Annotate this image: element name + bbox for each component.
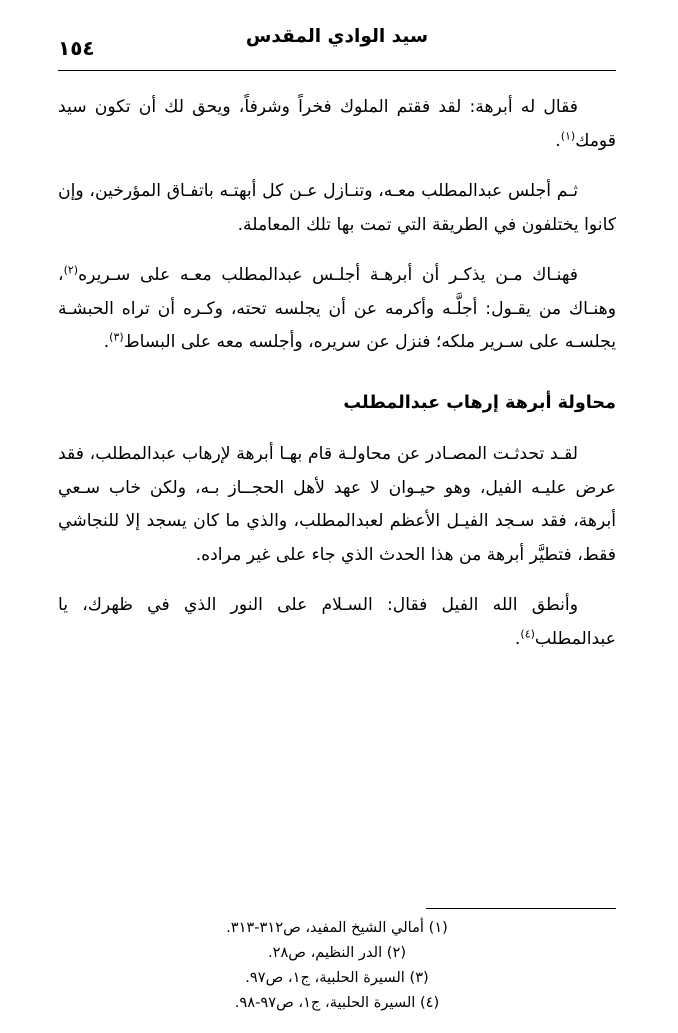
- page-header: [58, 26, 616, 60]
- paragraph-4-text: لقـد تحدثـت المصـادر عن محاولـة قام بهـا أبرهة لإرهاب عبدالمطلب، فقد عرض عليـه الفيل، وهو حيـوان لا عهد لأهل الحجــاز بـه، ولكن خاب سـعي أبرهة، فقد سـجد الفيـل الأعظم لعبدالمطلب، والذي ما كان يسجد إلا للنجاشي فقط، فتطيَّر أبرهة من هذا الحدث الذي جاء على غير مراده.: [58, 444, 616, 565]
- footnote-marker-2: (٢): [63, 263, 79, 277]
- paragraph-1-text: فقال له أبرهة: لقد فقتم الملوك فخراً وشرفاً، ويحق لك أن تكون سيد قومك: [58, 97, 616, 151]
- footnote-marker-1: (١): [560, 128, 576, 142]
- paragraph-5-tail: .: [514, 628, 521, 649]
- footnote-item: (٤) السيرة الحلبية، ج١، ص٩٧-٩٨.: [234, 993, 440, 1011]
- paragraph-3-end: .: [103, 332, 110, 353]
- paragraph-1: [58, 91, 616, 158]
- paragraph-2-text: ثـم أجلس عبدالمطلب معـه، وتنـازل عـن كل أبهتـه باتفـاق المؤرخين، وإن كانوا يختلفون في الطريقة التي تمت بها تلك المعاملة.: [58, 181, 616, 235]
- footnote-item: (٢) الدر النظيم، ص٢٨.: [267, 943, 407, 961]
- footnote-marker-3: (٣): [109, 330, 124, 344]
- footnote-item: (٣) السيرة الحلبية، ج١، ص٩٧.: [245, 968, 429, 986]
- paragraph-5-text: وأنطق الله الفيل فقال: السـلام على النور الذي في ظهرك، يا عبدالمطلب: [58, 595, 616, 649]
- footnote-item: (١) أمالي الشيخ المفيد، ص٣١٢-٣١٣.: [226, 918, 448, 936]
- header-divider: [58, 70, 616, 71]
- footnotes-section: [58, 904, 616, 1015]
- paragraph-2: [58, 175, 616, 242]
- section-subheading: محاولة أبرهة إرهاب عبدالمطلب: [343, 392, 616, 413]
- page-body: [58, 91, 616, 904]
- paragraph-5: [58, 589, 616, 656]
- paragraph-3-tail: ، وهنـاك من يقـول: أجلَّـه وأكرمه عن أن يجلسه تحته، وكـره أن تراه الحبشـة يجلسـه على سـرير ملكه؛ فنزل عن سريره، وأجلسه معه على البساط: [58, 265, 616, 353]
- paragraph-3: [58, 259, 616, 360]
- paragraph-3-text: فهنـاك مـن يذكـر أن أبرهـة أجلـس عبدالمطلب معـه على سـريره: [78, 265, 578, 286]
- paragraph-1-tail: .: [555, 130, 561, 151]
- book-title: سيد الوادي المقدس: [245, 26, 429, 47]
- footnote-marker-4: (٤): [520, 626, 535, 640]
- footnote-list: [58, 915, 616, 1015]
- paragraph-4: [58, 438, 616, 572]
- page-number: ١٥٤: [58, 36, 95, 60]
- footnote-divider: [426, 908, 616, 909]
